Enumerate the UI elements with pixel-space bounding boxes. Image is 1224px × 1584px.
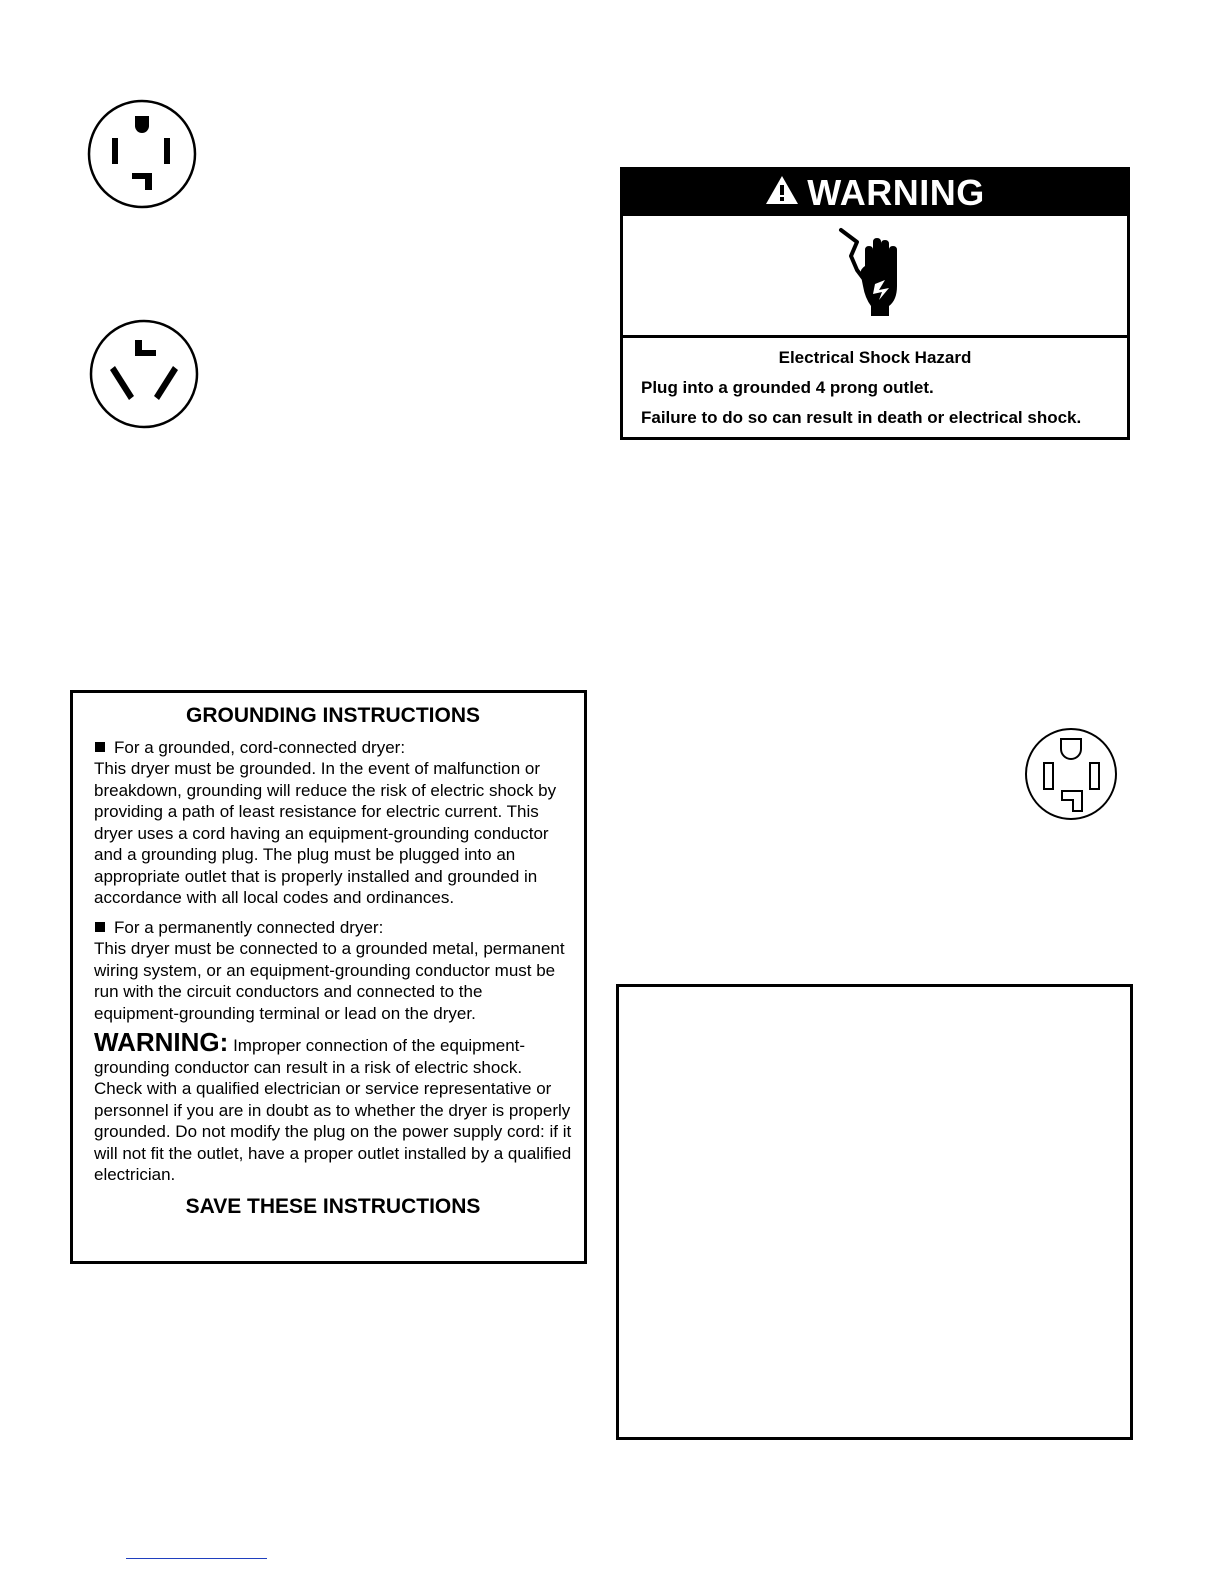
bullet-cord-connected xyxy=(94,737,572,759)
cord-connected-paragraph: This dryer must be grounded. In the event of malfunction or breakdown, grounding will reduce the risk of electric shock by providing a path of least resistance for electric current. This dryer uses a cord having an equipment-grounding conductor and a grounding plug. The plug must be plugged into an appropriate outlet that is properly installed and grounded in accordance with all local codes and ordinances. xyxy=(94,759,557,907)
electrical-shock-hand-icon xyxy=(835,226,915,326)
hazard-title: Electrical Shock Hazard xyxy=(778,348,972,367)
warning-triangle-icon xyxy=(765,172,799,214)
four-prong-outlet-outline-icon xyxy=(1024,727,1118,821)
warning-header xyxy=(623,170,1127,216)
bullet-permanent xyxy=(94,917,572,939)
grounding-warning-text: Improper connection of the equipment-grounding conductor can result in a risk of electric shock. Check with a qualified electrician or service representative or personnel if you are in doubt as to whether the dryer is properly grounded. Do not modify the plug on the power supply cord: if it will not fit the outlet, have a proper outlet installed by a qualified electrician. xyxy=(94,1036,572,1184)
footer-link-underline xyxy=(126,1558,267,1559)
save-instructions-title: SAVE THESE INSTRUCTIONS xyxy=(185,1194,481,1218)
hazard-icon-area xyxy=(623,216,1127,338)
permanent-paragraph: This dryer must be connected to a grounded metal, permanent wiring system, or an equipment-grounding conductor must be run with the circuit conductors and connected to the equipment-grounding terminal or lead on the dryer. xyxy=(94,939,565,1023)
four-prong-outlet-icon xyxy=(86,98,198,210)
bullet-permanent-label: For a permanently connected dryer: xyxy=(114,917,384,937)
warning-consequence: Failure to do so can result in death or electrical shock. xyxy=(641,408,1082,427)
warning-header-label: WARNING xyxy=(807,172,985,213)
warning-instruction: Plug into a grounded 4 prong outlet. xyxy=(641,378,934,397)
grounding-title: GROUNDING INSTRUCTIONS xyxy=(186,704,480,727)
grounding-instructions-box xyxy=(70,690,587,1264)
empty-bordered-box xyxy=(616,984,1133,1440)
grounding-warning-paragraph xyxy=(94,1027,572,1186)
bullet-cord-connected-label: For a grounded, cord-connected dryer: xyxy=(114,737,406,757)
bullet-square-icon xyxy=(95,742,105,752)
three-prong-outlet-icon xyxy=(88,318,200,430)
electrical-shock-warning-panel xyxy=(620,167,1130,440)
warning-text-area xyxy=(623,338,1127,428)
bullet-square-icon xyxy=(95,922,105,932)
grounding-warning-word: WARNING: xyxy=(94,1027,229,1057)
